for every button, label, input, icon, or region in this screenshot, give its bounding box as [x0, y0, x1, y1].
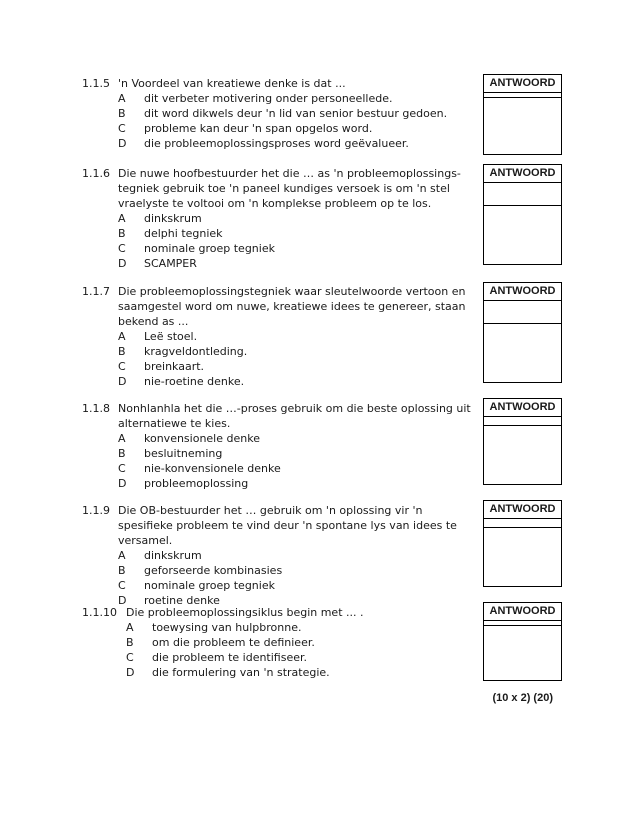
question-stem: Die OB-bestuurder het … gebruik om 'n oplossing vir 'n spesifieke probleem te vind deur 'n spontane lys van idees te versamel.: [118, 504, 457, 547]
question-number: 1.1.8: [82, 402, 110, 415]
question-stem: Die nuwe hoofbestuurder het die … as 'n probleemoplossings-tegniek gebruik toe 'n paneel kundiges versoek is om 'n stel vraelyste te voltooi om 'n komplekse probleem op te los.: [118, 167, 461, 210]
option-b: B kragveldontleding.: [118, 345, 248, 358]
question-stem: Die probleemoplossingsiklus begin met ... .: [126, 606, 364, 619]
option-a: A dinkskrum: [118, 549, 202, 562]
option-d: D probleemoplossing: [118, 477, 249, 490]
answer-input-area[interactable]: [484, 97, 561, 154]
answer-input-area[interactable]: [484, 527, 561, 586]
total-marks: (10 x 2) (20): [492, 692, 553, 704]
question-stem: Nonhlanhla het die …-proses gebruik om die beste oplossing uit alternatiewe te kies.: [118, 402, 471, 430]
answer-label: ANTWOORD: [484, 399, 561, 417]
option-b: B delphi tegniek: [118, 227, 223, 240]
option-b: B geforseerde kombinasies: [118, 564, 283, 577]
answer-input-area[interactable]: [484, 323, 561, 382]
option-d: D die formulering van 'n strategie.: [126, 666, 330, 679]
answer-box-1-1-6: [483, 164, 562, 265]
option-b: B om die probleem te definieer.: [126, 636, 315, 649]
option-b: B dit word dikwels deur 'n lid van senior bestuur gedoen.: [118, 107, 448, 120]
answer-label: ANTWOORD: [484, 501, 561, 519]
answer-box-1-1-7: [483, 282, 562, 383]
option-d: D roetine denke: [118, 594, 220, 607]
option-a: A konvensionele denke: [118, 432, 260, 445]
answer-label: ANTWOORD: [484, 165, 561, 183]
option-a: A dit verbeter motivering onder personeellede.: [118, 92, 393, 105]
question-stem: 'n Voordeel van kreatiewe denke is dat ...: [118, 77, 346, 90]
question-number: 1.1.6: [82, 167, 110, 180]
question-number: 1.1.9: [82, 504, 110, 517]
question-number: 1.1.10: [82, 606, 117, 619]
option-d: D SCAMPER: [118, 257, 197, 270]
option-a: A toewysing van hulpbronne.: [126, 621, 302, 634]
option-d: D nie-roetine denke.: [118, 375, 245, 388]
option-a: A Leë stoel.: [118, 330, 198, 343]
answer-box-1-1-5: [483, 74, 562, 155]
option-d: D die probleemoplossingsproses word geëvalueer.: [118, 137, 409, 150]
question-stem: Die probleemoplossingstegniek waar sleutelwoorde vertoon en saamgestel word om nuwe, kreatiewe idees te genereer, staan bekend as ...: [118, 285, 466, 328]
option-c: C nie-konvensionele denke: [118, 462, 281, 475]
option-c: C die probleem te identifiseer.: [126, 651, 308, 664]
question-number: 1.1.5: [82, 77, 110, 90]
answer-input-area[interactable]: [484, 425, 561, 484]
answer-label: ANTWOORD: [484, 603, 561, 621]
answer-box-1-1-8: [483, 398, 562, 485]
answer-input-area[interactable]: [484, 205, 561, 264]
option-c: C probleme kan deur 'n span opgelos word.: [118, 122, 373, 135]
option-c: C nominale groep tegniek: [118, 242, 275, 255]
option-b: B besluitneming: [118, 447, 223, 460]
question-number: 1.1.7: [82, 285, 110, 298]
option-a: A dinkskrum: [118, 212, 202, 225]
answer-box-1-1-9: [483, 500, 562, 587]
answer-label: ANTWOORD: [484, 283, 561, 301]
answer-label: ANTWOORD: [484, 75, 561, 93]
option-c: C breinkaart.: [118, 360, 205, 373]
answer-box-1-1-10: [483, 602, 562, 681]
option-c: C nominale groep tegniek: [118, 579, 275, 592]
answer-input-area[interactable]: [484, 625, 561, 680]
